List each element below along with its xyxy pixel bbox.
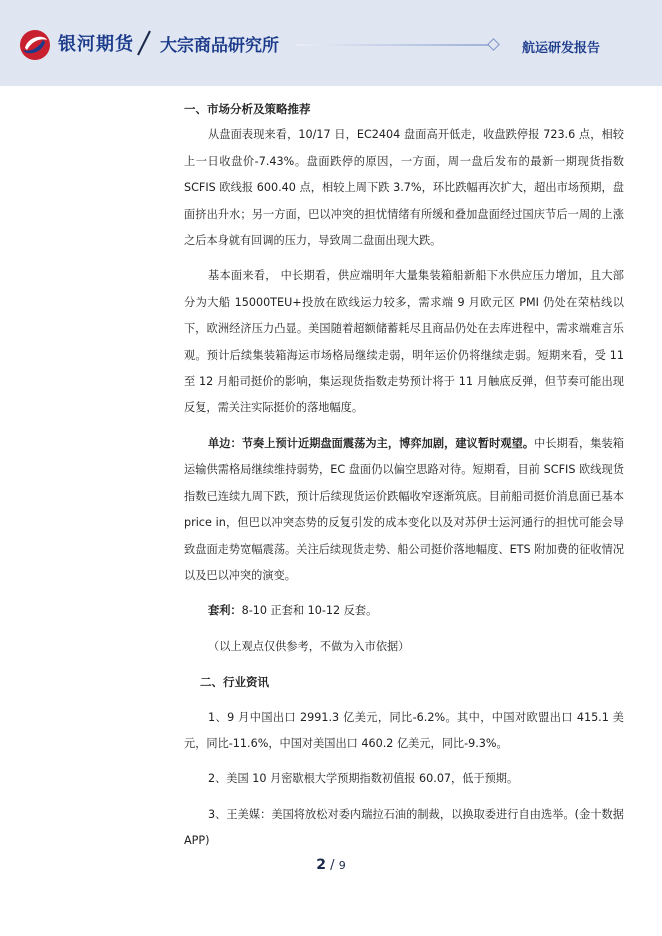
institute-name: 大宗商品研究所 — [160, 36, 279, 56]
page-number — [0, 857, 662, 873]
page-current: 2 — [316, 857, 327, 873]
report-body — [184, 96, 624, 855]
strategy-arbitrage-text: 8-10 正套和 10-12 反套。 — [241, 604, 378, 618]
paragraph-fundamentals: 基本面来看， 中长期看，供应端明年大量集装箱船新船下水供应压力增加，且大部分为大船 15000TEU+投放在欧线运力较多，需求端 9 月欧元区 PMI 仍处在荣枯线以下，欧洲经济压力凸显。美国随着超额储蓄耗尽且商品仍处在去库进程中，需求端难言乐观。预计后续集装箱海运市场格局继续走弱，明年运价仍将继续走弱。短期来看，受 11 至 12 月船司挺价的影响，集运现货指数走势预计将于 11 月触底反弹，但节奏可能出现反复，需关注实际挺价的落地幅度。 — [184, 269, 624, 415]
strategy-single-side-text: 中长期看，集装箱运输供需格局继续维持弱势，EC 盘面仍以偏空思路对待。短期看，目前 SCFIS 欧线现货指数已连续九周下跌，预计后续现货运价跌幅收窄逐渐筑底。目前船司挺价消息面已基本 price in，但巴以冲突态势的反复引发的成本变化以及对苏伊士运河通行的担忧可能会导致盘面走势宽幅震荡。关注后续现货走势、船公司挺价落地幅度、ETS 附加费的征收情况以及巴以冲突的演变。 — [184, 436, 624, 582]
page-total: 9 — [338, 859, 346, 872]
brand-name: 银河期货 — [58, 34, 134, 55]
paragraph-arbitrage-strategy — [184, 598, 624, 624]
section-title-industry-news: 二、行业资讯 — [200, 675, 269, 690]
section-title-market-analysis: 一、市场分析及策略推荐 — [184, 102, 311, 116]
paragraph-market-performance: 从盘面表现来看，10/17 日，EC2404 盘面高开低走，收盘跌停报 723.6 点，相较上一日收盘价-7.43%。盘面跌停的原因，一方面，周一盘后发布的最新一期现货指数 SCFIS 欧线报 600.40 点，相较上周下跌 3.7%，环比跌幅再次扩大，超出市场预期，盘面挤出升水；另一方面，巴以冲突的担忧情绪有所缓和叠加盘面经过国庆节后一周的上涨之后本身就有回调的压力，导致周二盘面出现大跌。 — [184, 128, 624, 248]
news-item: 2、美国 10 月密歇根大学预期指数初值报 60.07，低于预期。 — [208, 772, 519, 786]
diamond-icon — [487, 38, 500, 51]
news-item: 3、王美媒：美国将放松对委内瑞拉石油的制裁，以换取委进行自由选举。(金十数据 APP) — [184, 807, 624, 848]
strategy-single-side-label: 单边：节奏上预计近期盘面震荡为主，博弈加剧，建议暂时观望。 — [208, 436, 535, 450]
galaxy-futures-logo-icon — [18, 28, 52, 62]
divider-slash-icon — [136, 29, 152, 57]
paragraph-single-side-strategy — [184, 431, 624, 589]
disclaimer-note: （以上观点仅供参考，不做为入市依据） — [208, 639, 410, 653]
page-separator: / — [326, 858, 339, 873]
header-rule — [296, 44, 492, 46]
strategy-arbitrage-label: 套利： — [208, 604, 242, 618]
report-header — [0, 0, 662, 86]
report-type: 航运研发报告 — [522, 41, 601, 56]
news-item: 1、9 月中国出口 2991.3 亿美元，同比-6.2%。其中，中国对欧盟出口 415.1 美元，同比-11.6%，中国对美国出口 460.2 亿美元，同比-9.3%。 — [184, 710, 624, 750]
